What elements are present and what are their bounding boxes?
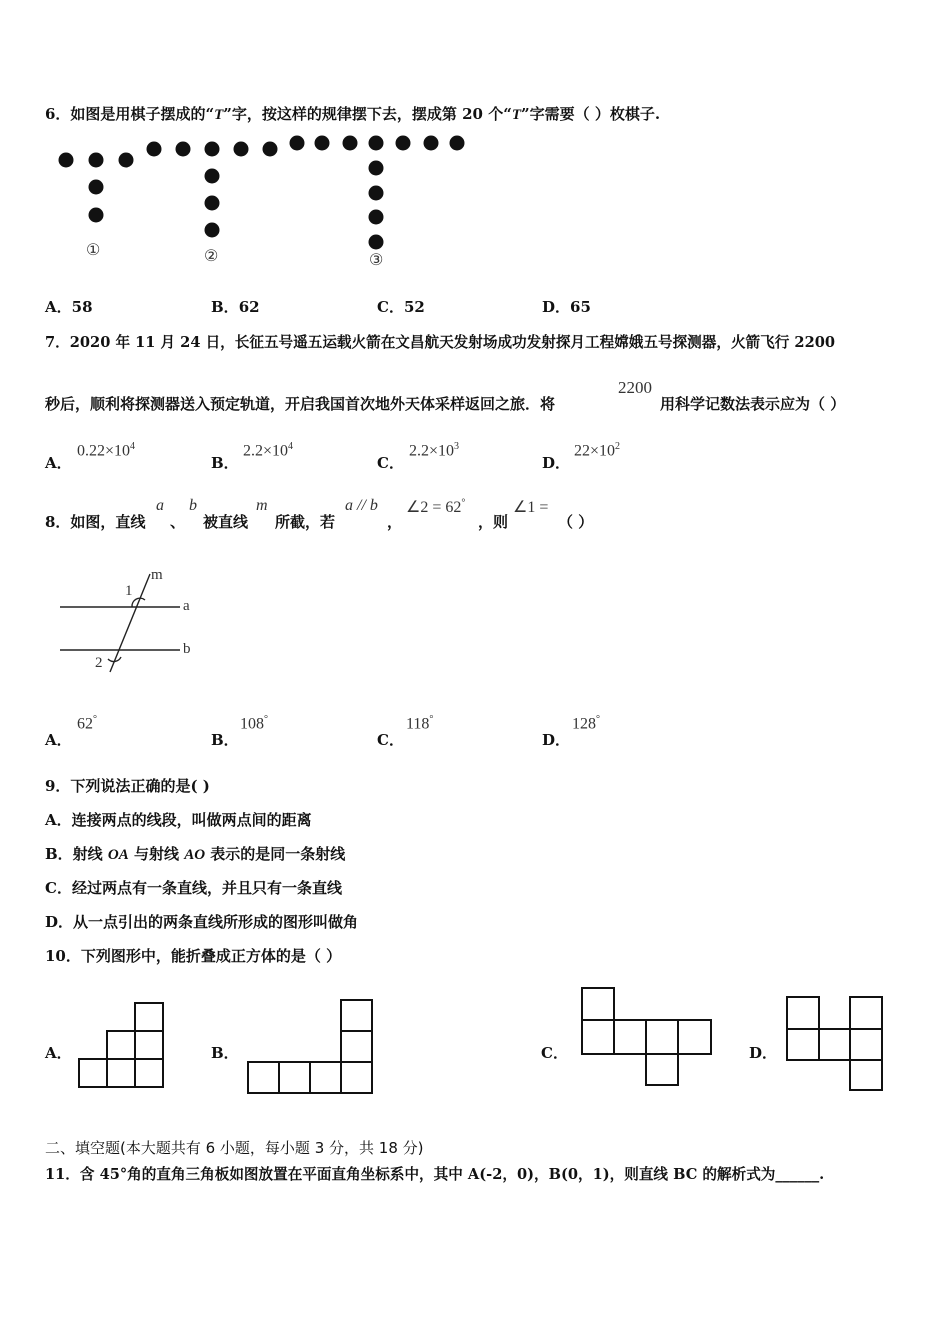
- q8-var-b: b: [189, 497, 197, 514]
- q10-option-b[interactable]: B．: [211, 1044, 239, 1062]
- q8-option-a[interactable]: A．: [45, 731, 72, 749]
- q8-option-b-value: 108°: [240, 714, 268, 733]
- q10-option-d[interactable]: D．: [749, 1044, 778, 1062]
- q7-stem-line1: 7．2020 年 11 月 24 日，长征五号遥五运载火箭在文昌航天发射场成功发射探月工程嫦娥五号探测器，火箭飞行 2200: [45, 334, 836, 351]
- q8-option-d[interactable]: D．: [542, 731, 571, 749]
- q8-comma1: ，: [387, 513, 403, 531]
- cube-net-b: [248, 1000, 372, 1093]
- q10-stem: 10．下列图形中，能折叠成正方体的是（ ）: [45, 947, 342, 965]
- q7-option-d[interactable]: D．: [542, 454, 571, 472]
- q8-condition-angle: ∠2 = 62°: [406, 497, 466, 516]
- q7-option-b-expr: $2.2\times 10^4$: [243, 441, 294, 460]
- q7-option-a[interactable]: A．: [45, 454, 72, 472]
- q8-var-a: a: [156, 497, 164, 514]
- fig-label-b: b: [183, 641, 191, 657]
- q7-option-a-expr: $0.22\times 10^4$: [77, 441, 136, 460]
- q8-option-a-value: 62°: [77, 714, 97, 733]
- q7-stem-tail: 用科学记数法表示应为（ ）: [660, 395, 846, 413]
- q9-option-b[interactable]: B．射线 OA 与射线 AO 表示的是同一条射线: [45, 845, 346, 863]
- q9-option-a[interactable]: A．连接两点的线段，叫做两点间的距离: [45, 811, 312, 829]
- q11-stem: 11．含 45°角的直角三角板如图放置在平面直角坐标系中，其中 A(-2，0)，B(0，1)，则直线 BC 的解析式为______.: [45, 1166, 825, 1183]
- q8-sep: 、: [170, 513, 186, 531]
- q7-stem-line2: 秒后，顺利将探测器送入预定轨道，开启我国首次地外天体采样返回之旅．将: [45, 395, 556, 413]
- q8-mid1: 被直线: [203, 513, 249, 531]
- cube-net-a: [79, 1003, 163, 1087]
- figure-label-2: ②: [204, 248, 219, 265]
- figure-label-1: ①: [86, 242, 101, 259]
- q8-var-m: m: [256, 497, 268, 514]
- q6-option-b[interactable]: B．62: [211, 298, 260, 316]
- q8-prefix: 8．如图，直线: [45, 513, 146, 531]
- figure-label-3: ③: [369, 252, 384, 269]
- q8-option-c[interactable]: C．: [377, 731, 404, 749]
- q9-option-c[interactable]: C．经过两点有一条直线，并且只有一条直线: [45, 879, 342, 897]
- q7-option-b[interactable]: B．: [211, 454, 239, 472]
- q6-option-a[interactable]: A．58: [45, 298, 93, 316]
- q6-option-d[interactable]: D．65: [542, 298, 591, 316]
- q8-tail: （ ）: [558, 513, 594, 531]
- q6-stem: 6．如图是用棋子摆成的“T”字，按这样的规律摆下去，摆成第 20 个“T”字需要（ ）枚棋子.: [45, 105, 661, 123]
- q8-option-b[interactable]: B．: [211, 731, 239, 749]
- fig-label-m: m: [151, 567, 163, 583]
- cube-net-d: [787, 997, 882, 1090]
- q9-stem: 9．下列说法正确的是( ): [45, 777, 210, 795]
- fig-label-a: a: [183, 598, 190, 614]
- q9-option-d[interactable]: D．从一点引出的两条直线所形成的图形叫做角: [45, 913, 359, 931]
- q8-mid2: 所截，若: [275, 513, 336, 531]
- q8-condition-parallel: a // b: [345, 497, 378, 514]
- q8-option-c-value: 118°: [406, 714, 434, 733]
- fig-label-2: 2: [95, 655, 103, 671]
- q7-option-c-expr: $2.2\times 10^3$: [409, 441, 460, 460]
- q7-option-c[interactable]: C．: [377, 454, 404, 472]
- q10-option-c[interactable]: C．: [541, 1044, 568, 1062]
- q6-option-c[interactable]: C．52: [377, 298, 425, 316]
- q8-ask: ∠1 =: [513, 499, 549, 516]
- q7-option-d-expr: $22\times 10^2$: [574, 441, 621, 460]
- section-2-title: 二、填空题(本大题共有 6 小题，每小题 3 分，共 18 分): [45, 1139, 424, 1157]
- q8-option-d-value: 128°: [572, 714, 600, 733]
- q10-option-a[interactable]: A．: [45, 1044, 72, 1062]
- q8-comma2: ，则: [478, 513, 509, 531]
- q7-number: 2200: [618, 378, 652, 397]
- cube-net-c: [582, 988, 711, 1085]
- fig-label-1: 1: [125, 583, 133, 599]
